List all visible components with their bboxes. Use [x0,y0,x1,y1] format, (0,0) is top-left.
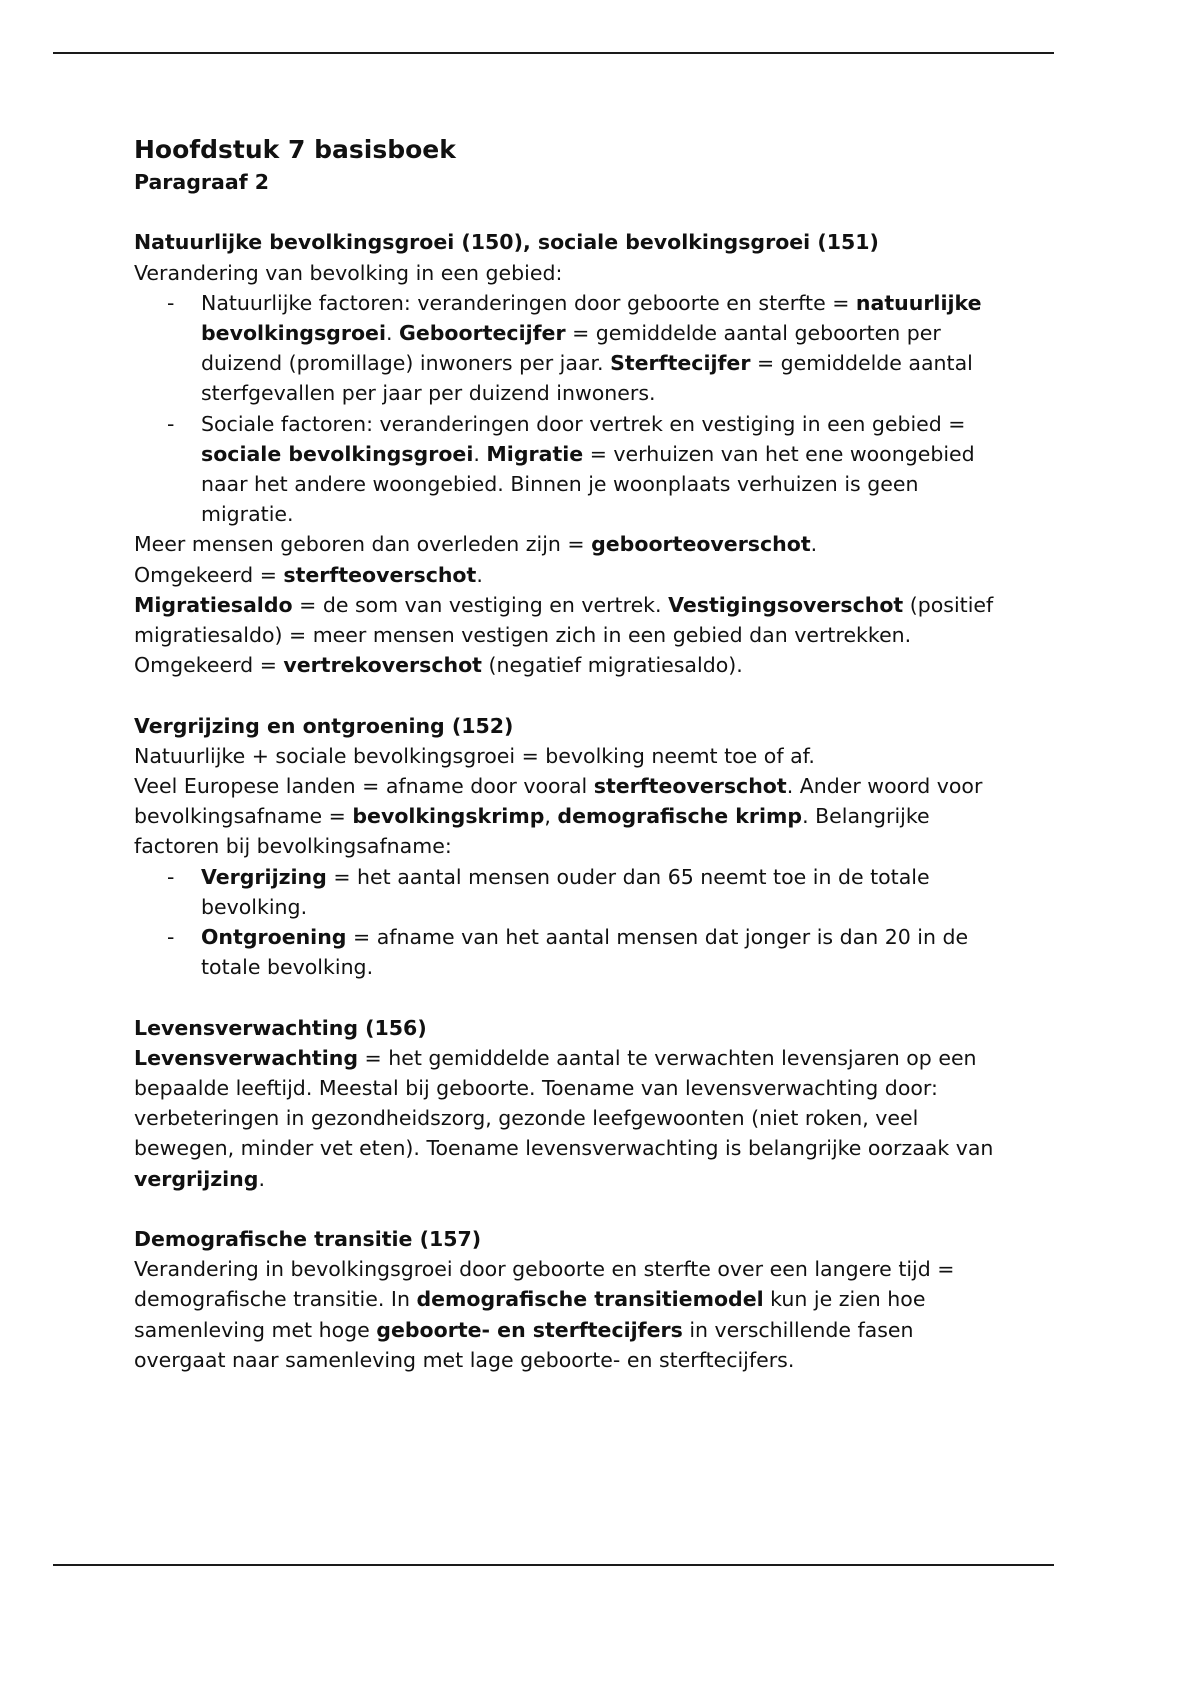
list-item: - Natuurlijke factoren: veranderingen door geboorte en sterfte = natuurlijke bevolkingsgroei. Geboortecijfer = gemiddelde aantal geboorten per duizend (promillage) inwoners per jaar. Sterftecijfer = gemiddelde aantal sterfgevallen per jaar per duizend inwoners. [134,288,994,409]
section2-list [134,862,994,983]
list-item: - Sociale factoren: veranderingen door vertrek en vestiging in een gebied = sociale bevolkingsgroei. Migratie = verhuizen van het ene woongebied naar het andere woongebied. Binnen je woonplaats verhuizen is geen migratie. [134,409,994,530]
section-heading-demografische-transitie: Demografische transitie (157) [134,1227,482,1252]
list-dash: - [167,411,175,436]
text-line: Natuurlijke + sociale bevolkingsgroei = bevolking neemt toe of af. [134,743,815,768]
document-subtitle: Paragraaf 2 [134,170,270,194]
section-heading-levensverwachting: Levensverwachting (156) [134,1015,427,1040]
section-heading-bevolkingsgroei: Natuurlijke bevolkingsgroei (150), sociale bevolkingsgroei (151) [134,230,879,255]
list-dash: - [167,864,175,889]
header-rule [53,52,1054,54]
section1-list [134,288,994,530]
section1-intro: Verandering van bevolking in een gebied: [134,260,563,285]
text-paragraph: Migratiesaldo = de som van vestiging en vertrek. Vestigingsoverschot (positief migratiesaldo) = meer mensen vestigen zich in een gebied dan vertrekken. Omgekeerd = vertrekoverschot (negatief migratiesaldo). [134,592,994,678]
list-dash: - [167,925,175,950]
footer-rule [53,1564,1054,1566]
document-body [134,133,994,1375]
section-heading-vergrijzing: Vergrijzing en ontgroening (152) [134,713,514,738]
list-item: - Ontgroening = afname van het aantal mensen dat jonger is dan 20 in de totale bevolking. [134,922,994,982]
text-paragraph: Verandering in bevolkingsgroei door geboorte en sterfte over een langere tijd = demografische transitie. In demografische transitiemodel kun je zien hoe samenleving met hoge geboorte- en sterftecijfers in verschillende fasen overgaat naar samenleving met lage geboorte- en sterftecijfers. [134,1257,955,1372]
text-line: Meer mensen geboren dan overleden zijn = geboorteoverschot. [134,532,818,557]
list-dash: - [167,290,175,315]
list-item: - Vergrijzing = het aantal mensen ouder dan 65 neemt toe in de totale bevolking. [134,862,994,922]
text-paragraph: Veel Europese landen = afname door vooral sterfteoverschot. Ander woord voor bevolkingsafname = bevolkingskrimp, demografische krimp. Belangrijke factoren bij bevolkingsafname: [134,774,983,859]
text-line: Omgekeerd = sterfteoverschot. [134,562,483,587]
text-paragraph: Levensverwachting = het gemiddelde aantal te verwachten levensjaren op een bepaalde leeftijd. Meestal bij geboorte. Toename van levensverwachting door: verbeteringen in gezondheidszorg, gezonde leefgewoonten (niet roken, veel bewegen, minder vet eten). Toename levensverwachting is belangrijke oorzaak van vergrijzing. [134,1045,994,1191]
document-title: Hoofdstuk 7 basisboek [134,135,456,164]
